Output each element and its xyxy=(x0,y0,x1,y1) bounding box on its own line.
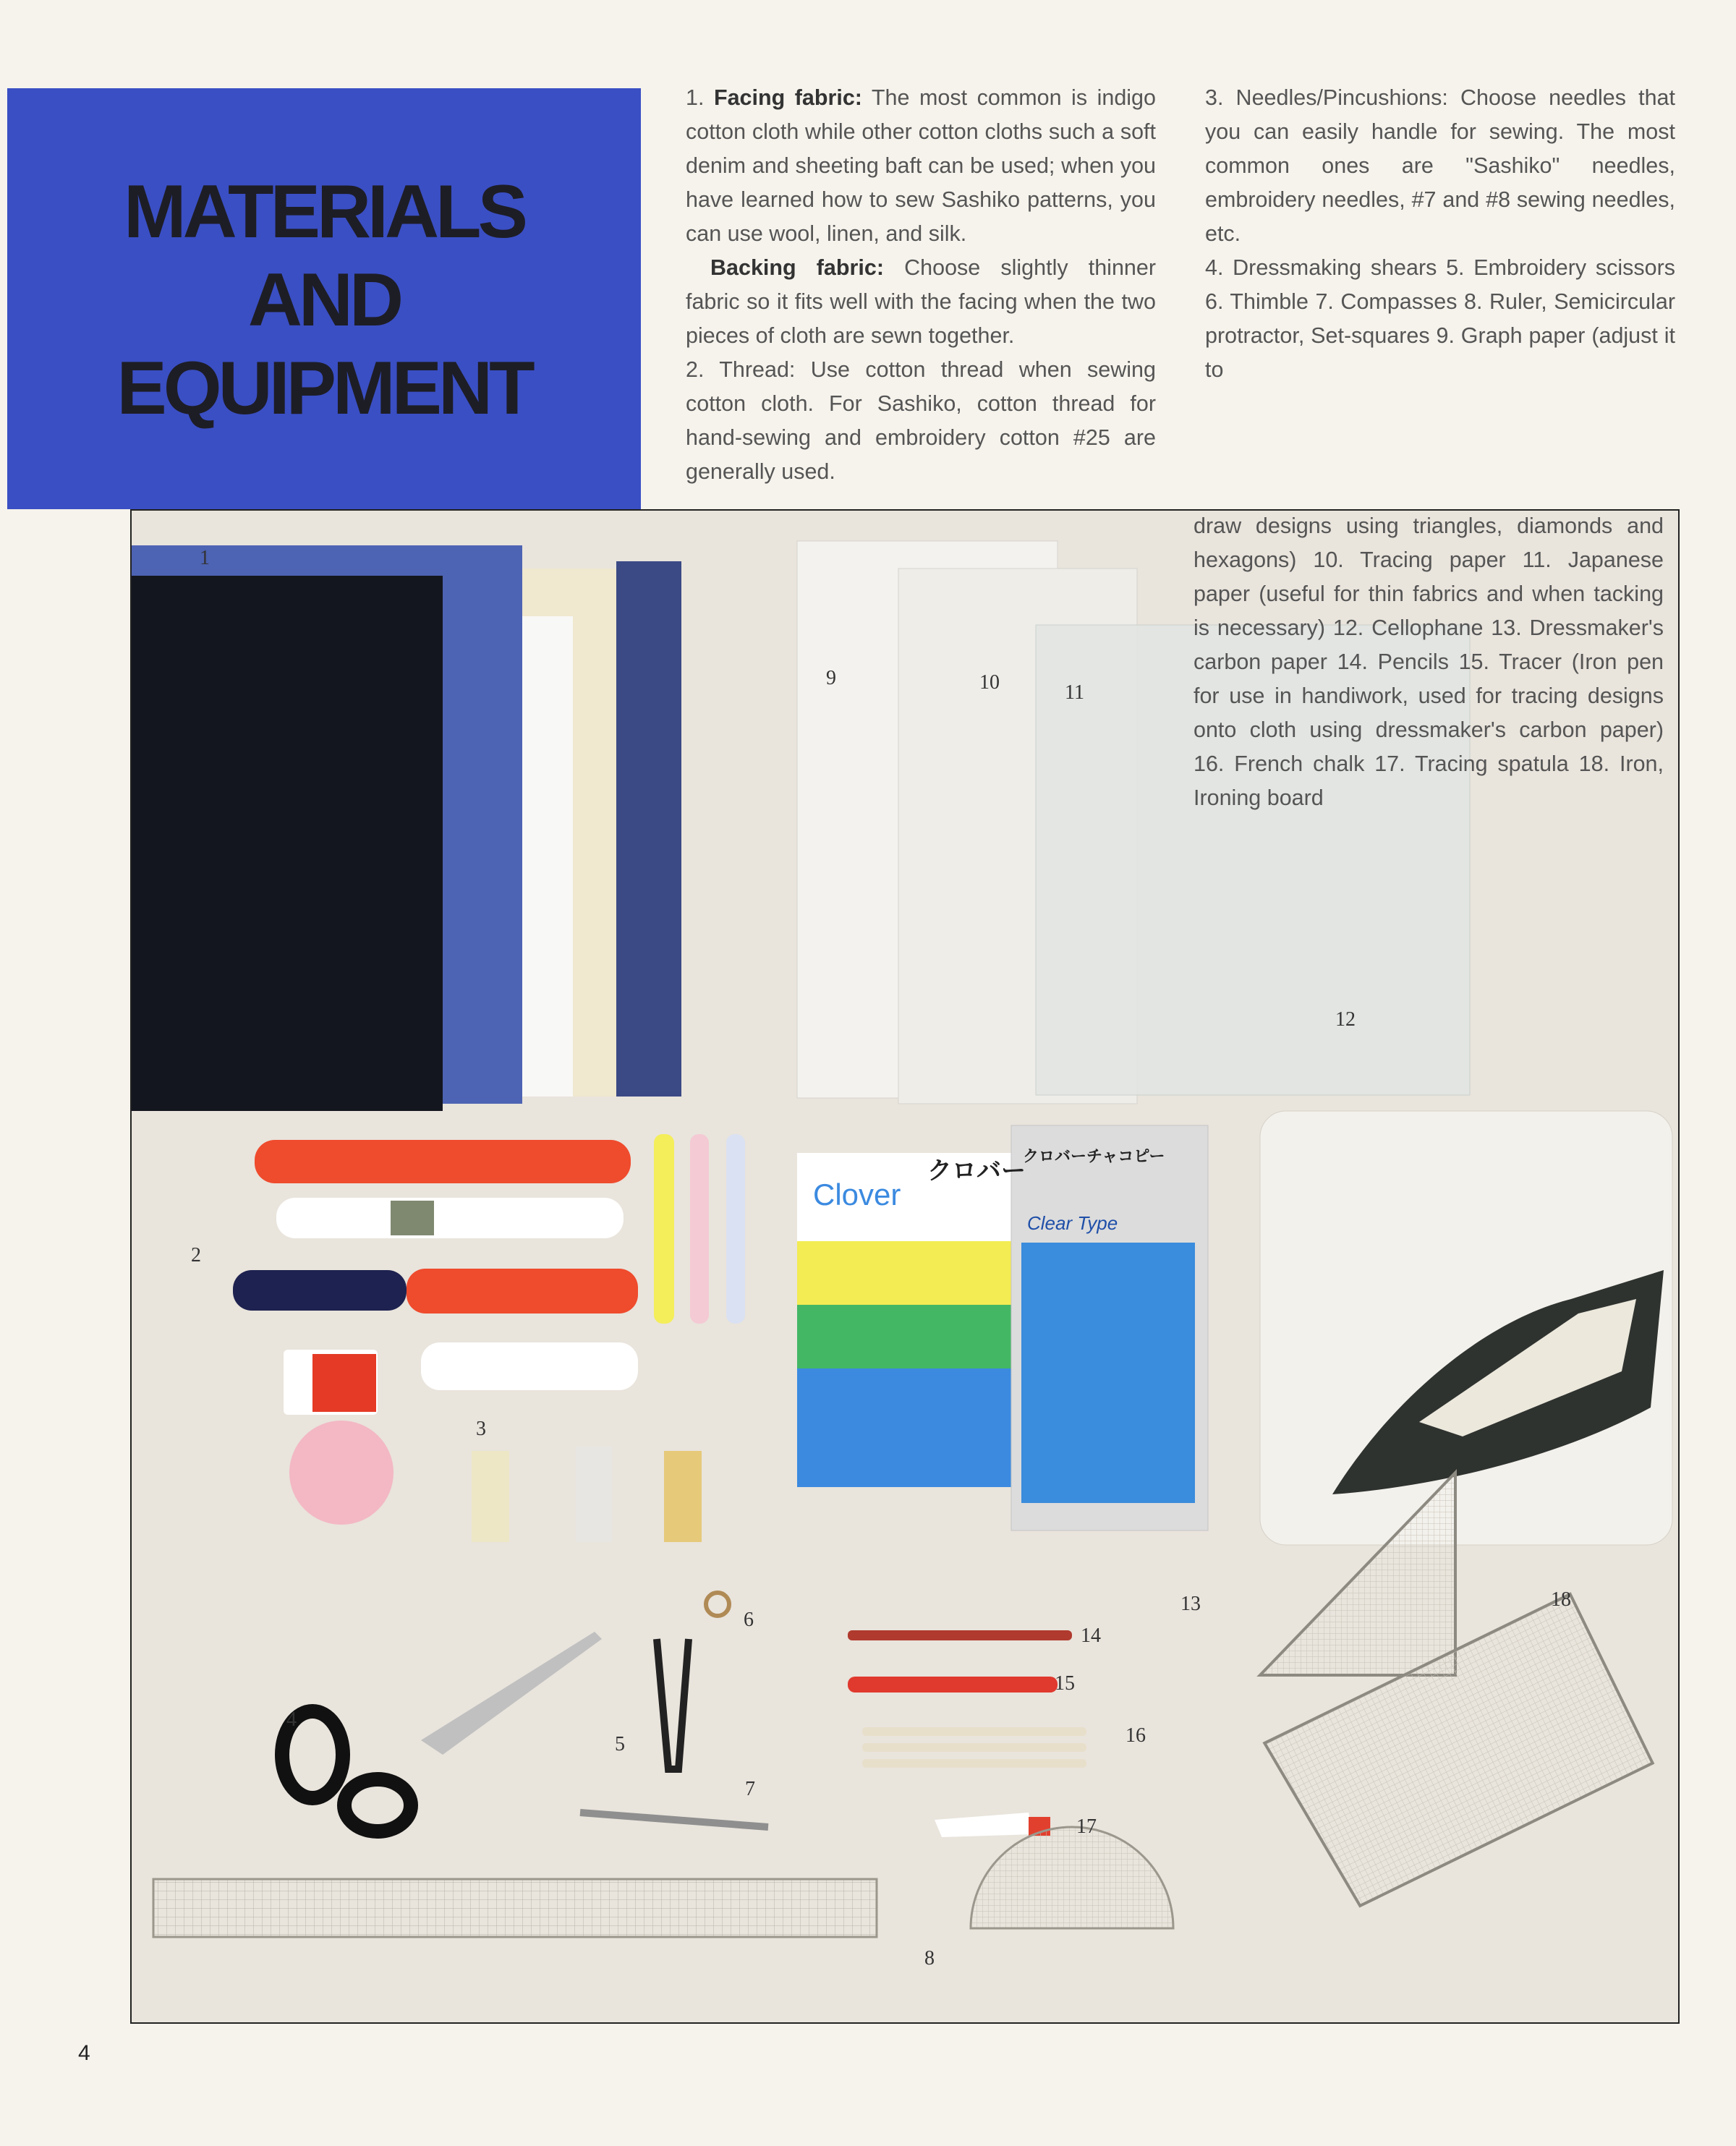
fabric-stack xyxy=(132,545,681,1111)
label-4: 4 xyxy=(286,1708,297,1731)
clover-jp-text: クロバー xyxy=(927,1157,1026,1185)
paragraph-needles: 3. Needles/Pincushions: Choose needles that you can easily handle for sewing. The most common ones are "Sashiko" needles, embroidery needles, #7 and #8 sewing needles, etc. xyxy=(1205,85,1675,246)
label-12: 12 xyxy=(1335,1008,1356,1031)
page-number: 4 xyxy=(78,2041,90,2065)
clear-type-text: Clear Type xyxy=(1027,1212,1118,1234)
text-column-1 xyxy=(686,81,1156,489)
label-2: 2 xyxy=(191,1244,201,1266)
iron-and-board xyxy=(1260,1111,1672,1545)
paragraph-facing-fabric xyxy=(686,81,1156,251)
label-3: 3 xyxy=(476,1418,486,1440)
item-number-1: 1. xyxy=(686,85,705,110)
label-9: 9 xyxy=(826,667,836,689)
paragraph-thread: 2. Thread: Use cotton thread when sewing cotton cloth. For Sashiko, cotton thread for hand-sewing and embroidery cotton #25 are generally used. xyxy=(686,357,1156,484)
label-1: 1 xyxy=(200,547,210,569)
label-10: 10 xyxy=(979,671,1000,694)
title-line-2: AND xyxy=(247,258,401,342)
label-14: 14 xyxy=(1081,1625,1101,1647)
title-block xyxy=(7,88,641,509)
label-8: 8 xyxy=(924,1947,935,1970)
chacopy-jp-text: クロバーチャコピー xyxy=(1023,1148,1165,1166)
label-13: 13 xyxy=(1180,1593,1201,1615)
label-7: 7 xyxy=(745,1778,755,1800)
page-title xyxy=(7,168,641,433)
label-6: 6 xyxy=(744,1609,754,1631)
paragraph-tools-list: 4. Dressmaking shears 5. Embroidery scissors 6. Thimble 7. Compasses 8. Ruler, Semicircular protractor, Set-squares 9. Graph paper (adjust it to xyxy=(1205,255,1675,382)
backing-fabric-body: Choose slightly thinner fabric so it fits well with the facing when the two pieces of cloth are sewn together. xyxy=(686,255,1156,348)
label-16: 16 xyxy=(1126,1724,1146,1747)
title-line-3: EQUIPMENT xyxy=(116,346,532,430)
text-column-2 xyxy=(1205,81,1675,387)
label-11: 11 xyxy=(1065,681,1084,704)
facing-fabric-body: The most common is indigo cotton cloth while other cotton cloths such a soft denim and sheeting baft can be used; when you have learned how to sew Sashiko patterns, you can use wool, linen, and silk. xyxy=(686,85,1156,246)
label-17: 17 xyxy=(1076,1815,1097,1838)
label-5: 5 xyxy=(615,1733,625,1755)
paragraph-backing-fabric xyxy=(686,251,1156,353)
title-line-1: MATERIALS xyxy=(124,170,524,254)
backing-fabric-heading: Backing fabric: xyxy=(710,255,884,280)
label-15: 15 xyxy=(1055,1672,1075,1695)
paragraph-tools-list-continued: draw designs using triangles, diamonds and hexagons) 10. Tracing paper 11. Japanese paper (useful for thin fabrics and when tacking is necessary) 12. Cellophane 13. Dressmaker's carbon paper 14. Pencils 15. Tracer (Iron pen for use in handiwork, used for tracing designs onto cloth using dressmaker's carbon paper) 16. French chalk 17. Tracing spatula 18. Iron, Ironing board xyxy=(1194,514,1664,810)
clover-brand-text: Clover xyxy=(813,1178,901,1212)
text-column-3 xyxy=(1194,509,1664,815)
facing-fabric-heading: Facing fabric: xyxy=(713,85,862,110)
label-18: 18 xyxy=(1551,1588,1571,1611)
